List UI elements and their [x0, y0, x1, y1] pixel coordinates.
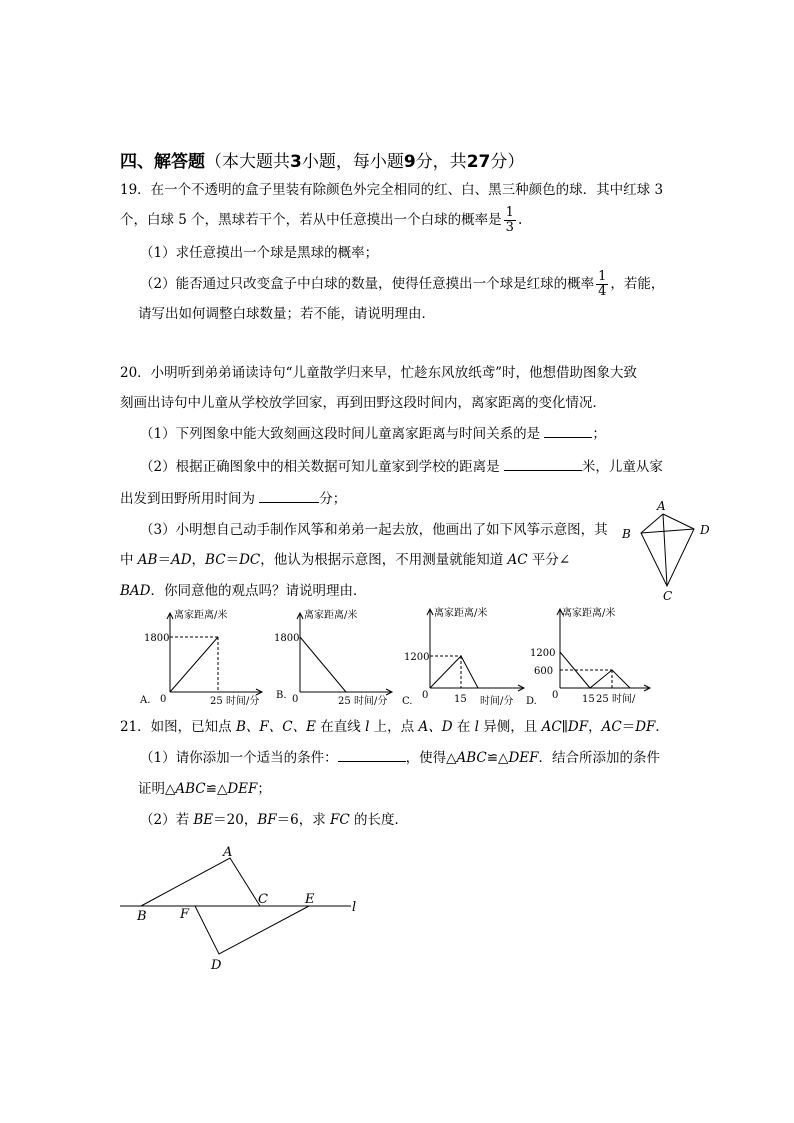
graph-c-ylabel: 离家距离/米: [434, 608, 488, 619]
q19-line1: 19．在一个不透明的盒子里装有除颜色外完全相同的红、白、黑三种颜色的球．其中红球 3: [120, 182, 664, 198]
kite-diagonal-bd: [641, 529, 694, 533]
graph-b-ylabel: 离家距离/米: [304, 610, 358, 621]
q21-t5: 异侧，且: [478, 719, 542, 735]
q19-frac-den: 3: [505, 220, 514, 235]
q20-p3-bc: BC: [205, 552, 226, 568]
q20-p3-ab: AB: [137, 552, 158, 568]
q19-frac-num: 1: [505, 205, 514, 220]
q20-part1-end: ；: [592, 426, 606, 442]
section-heading: [120, 147, 524, 172]
q21-p2-eq1: ＝20，: [213, 812, 258, 828]
q20-part2-text-c: 出发到田野所用时间为: [120, 491, 255, 507]
section-count: 3: [290, 152, 302, 172]
kite-label-b: B: [622, 527, 631, 541]
q21-label-e: E: [305, 892, 315, 907]
q20-part3-line3: [120, 582, 367, 600]
graph-d-ylabel: 离家距离/米: [562, 608, 616, 619]
kite-label-a: A: [657, 499, 666, 513]
graph-a-origin: 0: [160, 694, 167, 705]
graph-d-origin: 0: [552, 690, 559, 701]
q20-part3: （3）小明想自己动手制作风筝和弟弟一起去放，他画出了如下风筝示意图，其: [140, 522, 608, 538]
q21-line-l2: l: [474, 719, 479, 735]
q21-p2-fc: FC: [330, 812, 350, 828]
q21-t7: ．: [655, 719, 669, 735]
q20-part2-text: （2）根据正确图象中的相关数据可知儿童家到学校的距离是: [140, 459, 500, 475]
q20-part3-line2: [120, 551, 570, 569]
graph-c-xtick: 15: [454, 694, 467, 705]
q21-t4: 在: [452, 719, 475, 735]
graph-c-letter: C.: [402, 696, 413, 707]
q20-p3-dc: DC: [239, 552, 261, 568]
q20-p3-t1: 中: [120, 552, 138, 568]
q21-t6: ，: [588, 719, 602, 735]
section-points: 9: [403, 152, 416, 172]
q21-p1-t3: ．结合所添加的条件: [538, 750, 660, 766]
q21-points-ad: A、D: [418, 719, 453, 735]
q21-line1: [120, 718, 669, 736]
q19-part2-frac-den: 4: [598, 284, 607, 299]
q19-part1: （1）求任意摸出一个球是黑球的概率；: [140, 245, 379, 261]
section-note: [205, 152, 524, 172]
section-number: 四、: [120, 152, 154, 172]
graph-d-ytick-1: 1200: [530, 648, 556, 659]
q21-triangle-abc: [141, 858, 260, 906]
q20-p3-rest: ，他认为根据示意图，不用测量就能知道: [260, 552, 508, 568]
graph-b-line: [300, 637, 346, 692]
q21-p2-eq2: ＝6，求: [276, 812, 331, 828]
q21-p1-t4: 证明△: [138, 781, 176, 797]
graph-b-letter: B.: [276, 690, 287, 701]
q20-answer-blank-2[interactable]: [504, 458, 582, 471]
q21-t2: 在直线: [315, 719, 366, 735]
q19-line2-end: .: [517, 212, 523, 228]
section-total: 27: [466, 152, 491, 172]
kite-diagram: [620, 496, 720, 606]
graph-d-xtick-2: 25: [596, 694, 609, 705]
q21-t1: 21．如图，已知点: [120, 719, 236, 735]
q21-p1-t1: （1）请你添加一个适当的条件：: [140, 750, 338, 766]
q21-ac: AC: [541, 719, 562, 735]
q19-part2: [140, 270, 664, 299]
q21-part1-line2: [138, 780, 271, 798]
q21-eq: ＝: [621, 719, 636, 735]
q19-part2-line2: 请写出如何调整白球数量；若不能，请说明理由．: [138, 306, 435, 322]
graph-d-ytick-2: 600: [534, 666, 554, 677]
q21-t3: 上，点: [369, 719, 419, 735]
q21-triangle-def: [195, 906, 309, 954]
graph-a-ytick: 1800: [144, 633, 170, 644]
q20-line2: 刻画出诗句中儿童从学校放学回家，再到田野这段时间内，离家距离的变化情况．: [120, 395, 606, 411]
q21-p1-def: DEF: [508, 750, 539, 766]
q21-label-b: B: [137, 909, 147, 924]
q20-part1: [140, 425, 606, 443]
q20-part1-text: （1）下列图象中能大致刻画这段时间儿童离家距离与时间关系的是: [140, 426, 541, 442]
kite-outline: [641, 514, 694, 586]
q20-answer-blank-3[interactable]: [259, 490, 319, 503]
graph-d: [524, 600, 654, 710]
q20-p3-eq1: ＝: [157, 552, 171, 568]
q21-p1-cong: ≌: [486, 750, 499, 766]
q21-line-l: l: [365, 719, 370, 735]
kite-label-d: D: [700, 523, 710, 537]
section-note-3: 分，共: [415, 152, 467, 172]
q19-part2-end: ，若能，: [610, 276, 665, 292]
graph-a-xtick: 25: [210, 696, 223, 707]
q21-p1-end: ；: [257, 781, 271, 797]
q21-p2-t1: （2）若: [140, 812, 194, 828]
q21-part1: [140, 749, 660, 767]
kite-diagonal-ac: [663, 514, 667, 586]
graph-b-xtick: 25: [338, 696, 351, 707]
q21-label-d: D: [211, 958, 222, 973]
q21-label-c: C: [258, 892, 268, 907]
q20-answer-blank-1[interactable]: [544, 425, 592, 438]
q21-label-l: l: [352, 900, 357, 915]
q19-part2-fraction: [596, 270, 608, 299]
q21-p1-cong2: ≌△: [205, 781, 228, 797]
kite-label-c: C: [663, 589, 673, 603]
q21-p1-t2: ，使得△: [405, 750, 457, 766]
q21-p2-t2: 的长度．: [349, 812, 409, 828]
graph-c-origin: 0: [422, 690, 429, 701]
q21-df2: DF: [635, 719, 656, 735]
graph-d-xtick-1: 15: [582, 694, 595, 705]
section-note-1: （本大题共: [205, 152, 290, 172]
graph-b-xlabel: 时间/分: [354, 696, 388, 707]
q21-p1-abc: ABC: [456, 750, 487, 766]
q20-p3-ad: AD: [170, 552, 192, 568]
q21-p2-bf: BF: [257, 812, 277, 828]
q19-part2-frac-num: 1: [598, 269, 607, 284]
q21-points-bfce: B、F、C、E: [235, 719, 316, 735]
graph-b-ytick: 1800: [274, 633, 300, 644]
section-note-2: 小题，每小题: [301, 152, 404, 172]
graph-a-letter: A.: [140, 695, 151, 706]
q21-df: DF: [567, 719, 589, 735]
q21-ac2: AC: [601, 719, 622, 735]
graph-b-origin: 0: [292, 694, 299, 705]
graph-d-xlabel: 时间/: [612, 694, 636, 705]
q21-p2-be: BE: [193, 812, 214, 828]
q20-part2-line2: [120, 490, 346, 508]
q21-p1-abc2: ABC: [175, 781, 206, 797]
q21-parallel: ∥: [561, 719, 568, 735]
graph-d-letter: D.: [526, 696, 537, 707]
q19-line2-text: 个，白球 5 个，黑球若干个，若从中任意摸出一个白球的概率是: [120, 212, 502, 228]
q21-figure: [115, 838, 375, 978]
q21-part2: [140, 811, 408, 829]
section-title: 解答题: [154, 152, 205, 172]
q20-p3-eq2: ＝: [225, 552, 240, 568]
q20-p3-bad: BAD: [120, 583, 151, 599]
q20-p3-end: 平分∠: [527, 552, 571, 568]
graph-c-line: [430, 656, 478, 688]
q20-p3-rest2: ．你同意他的观点吗？请说明理由．: [150, 583, 367, 599]
q20-part2-text-d: 分；: [319, 491, 347, 507]
q19-line2: [120, 206, 522, 235]
q21-label-a: A: [223, 845, 233, 860]
q19-part2-text: （2）能否通过只改变盒子中白球的数量，使得任意摸出一个球是红球的概率: [140, 276, 595, 292]
graph-b: [272, 604, 402, 710]
q21-p1-tri: △: [498, 750, 509, 766]
q20-p3-ac: AC: [507, 552, 528, 568]
q21-label-f: F: [180, 907, 190, 922]
q19-fraction: [504, 206, 516, 235]
q20-line1: 20．小明听到弟弟诵读诗句“儿童散学归来早，忙趁东风放纸鸢”时，他想借助图象大致: [120, 365, 637, 381]
graph-a-ylabel: 离家距离/米: [174, 610, 228, 621]
q20-p3-comma: ，: [191, 552, 206, 568]
section-note-4: 分）: [490, 152, 525, 172]
graph-c-ytick: 1200: [404, 652, 430, 663]
q20-part2-text-b: 米，儿童从家: [581, 459, 663, 475]
q21-p1-def2: DEF: [227, 781, 258, 797]
graph-c-xlabel: 时间/分: [480, 696, 514, 707]
graph-a-line: [170, 637, 218, 692]
q21-answer-blank[interactable]: [338, 749, 406, 762]
graph-a-xlabel: 时间/分: [226, 696, 260, 707]
graph-a: [138, 604, 268, 710]
q20-part2: [140, 458, 663, 476]
graph-c: [400, 600, 530, 710]
